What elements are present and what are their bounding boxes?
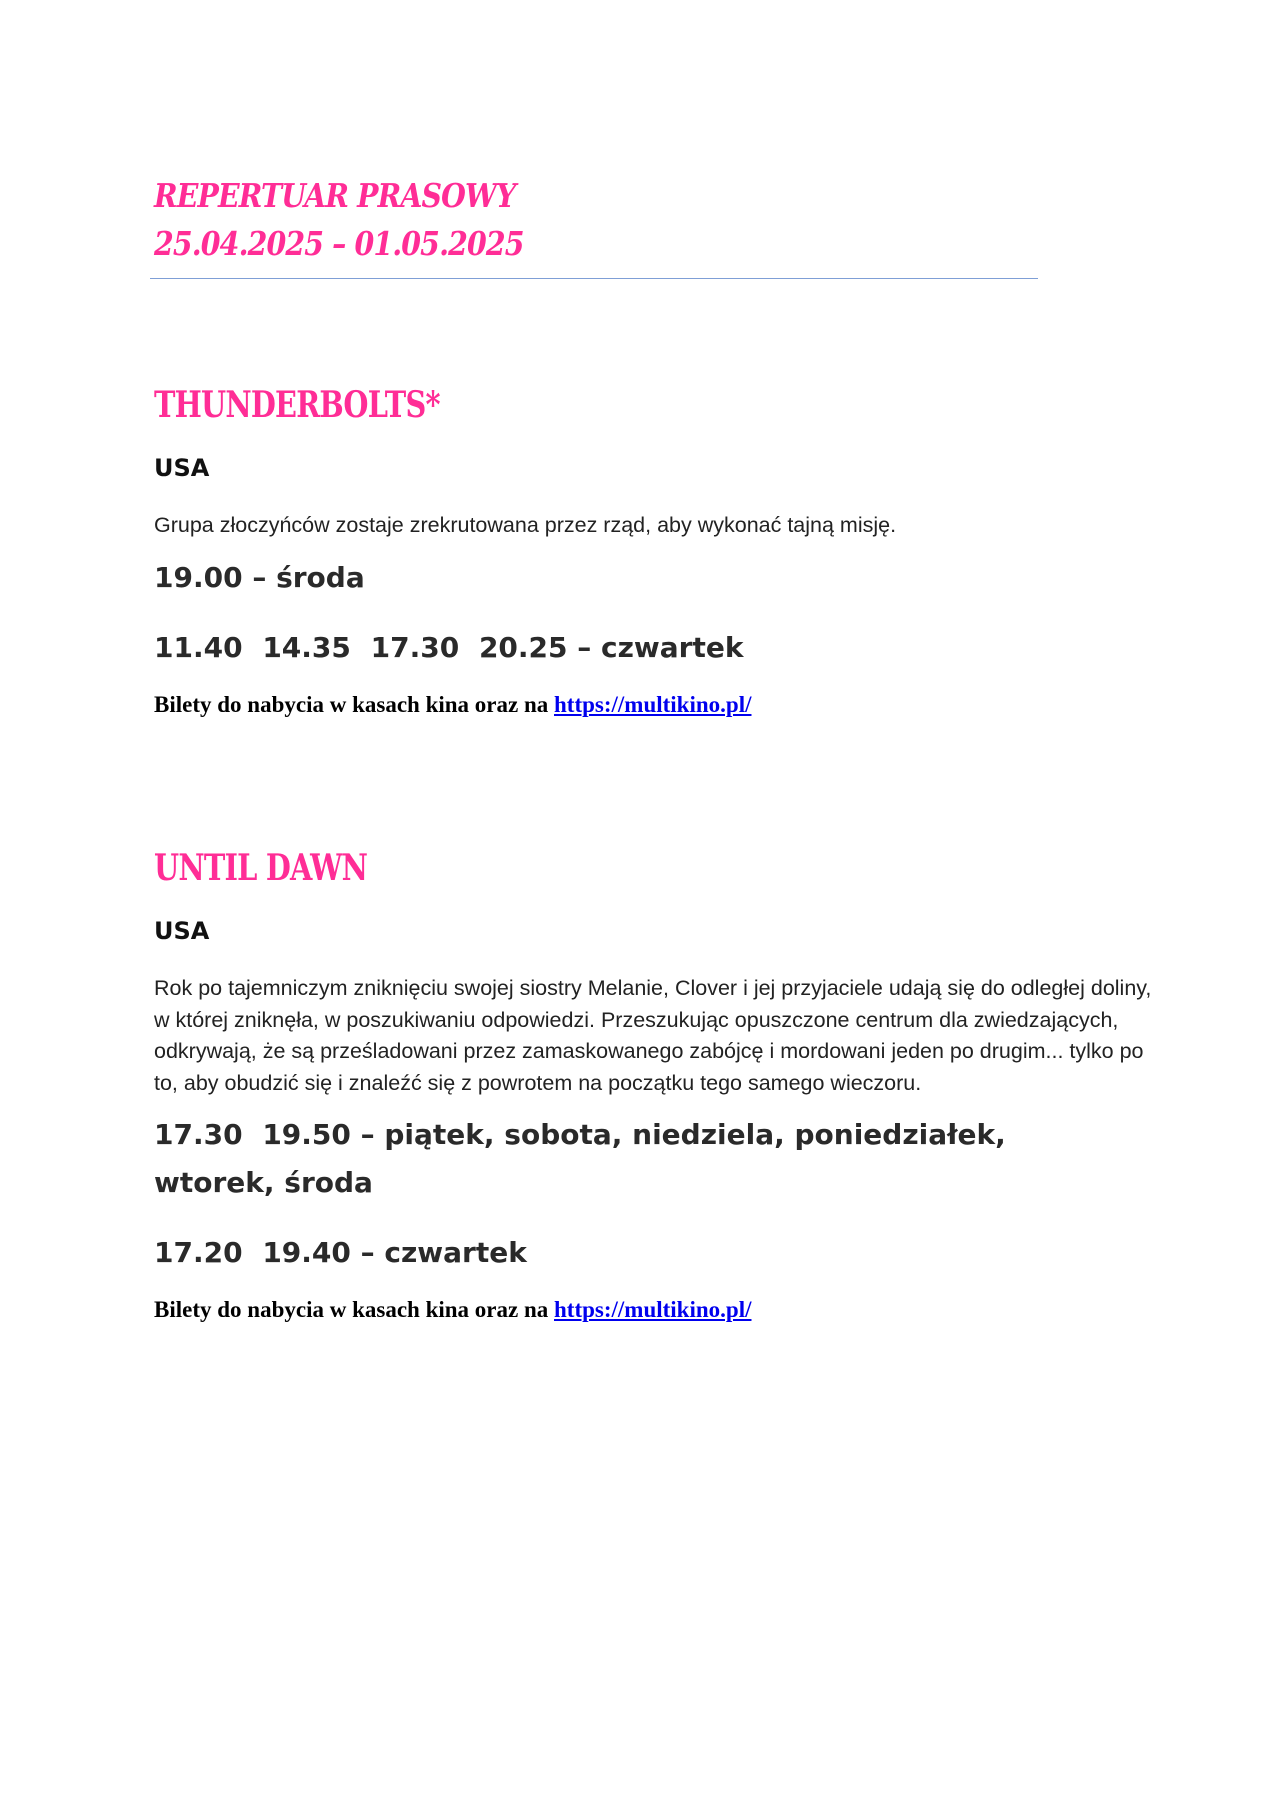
date-range: 25.04.2025 – 01.05.2025 [154,224,524,263]
tickets-text: Bilety do nabycia w kasach kina oraz na [154,1297,549,1322]
movie-country: USA [154,454,210,482]
showtime-line [154,1229,1074,1277]
showtime-line [154,1111,1074,1207]
showtime-times: 11.40 14.35 17.30 20.25 [154,630,568,664]
showtime-times: 19.00 [154,560,243,594]
tickets-text: Bilety do nabycia w kasach kina oraz na [154,691,549,717]
movie-title: THUNDERBOLTS* [154,384,440,426]
showtime-line [154,624,1074,672]
movie-title: UNTIL DAWN [154,847,368,889]
showtime-dash: – [360,1118,385,1151]
tickets-info [154,1295,1154,1325]
movie-country: USA [154,917,210,945]
header-divider [150,278,1038,279]
showtime-times: 17.20 19.40 [154,1236,351,1269]
document-title: REPERTUAR PRASOWY [154,176,516,215]
showtime-days: czwartek [384,1236,527,1269]
showtime-times: 17.30 19.50 [154,1118,351,1151]
movie-synopsis: Rok po tajemniczym zniknięciu swojej siostry Melanie, Clover i jej przyjaciele udają się do odległej doliny, w której zniknęła, w poszukiwaniu odpowiedzi. Przeszukując opuszczone centrum dla zwiedzających, odkrywają, że są prześladowani przez zamaskowanego zabójcę i mordowani jeden po drugim... tylko po to, aby obudzić się i znaleźć się z powrotem na początku tego samego wieczoru. [154,976,1152,1095]
showtime-days: środa [276,560,365,594]
tickets-link[interactable]: https://multikino.pl/ [554,691,752,717]
movie-section-thunderbolts [154,380,1154,720]
document-header [154,172,584,268]
showtime-dash: – [577,630,602,664]
showtime-dash: – [252,560,277,594]
tickets-link[interactable]: https://multikino.pl/ [554,1297,752,1322]
movie-section-until-dawn [154,843,1154,1325]
showtime-days: piątek, sobota, niedziela, poniedziałek, wtorek, środa [154,1118,1006,1199]
movie-synopsis: Grupa złoczyńców zostaje zrekrutowana przez rząd, aby wykonać tajną misję. [154,513,897,537]
showtime-dash: – [360,1236,385,1269]
showtime-days: czwartek [601,630,744,664]
showtime-line [154,554,1074,602]
tickets-info [154,690,1154,720]
